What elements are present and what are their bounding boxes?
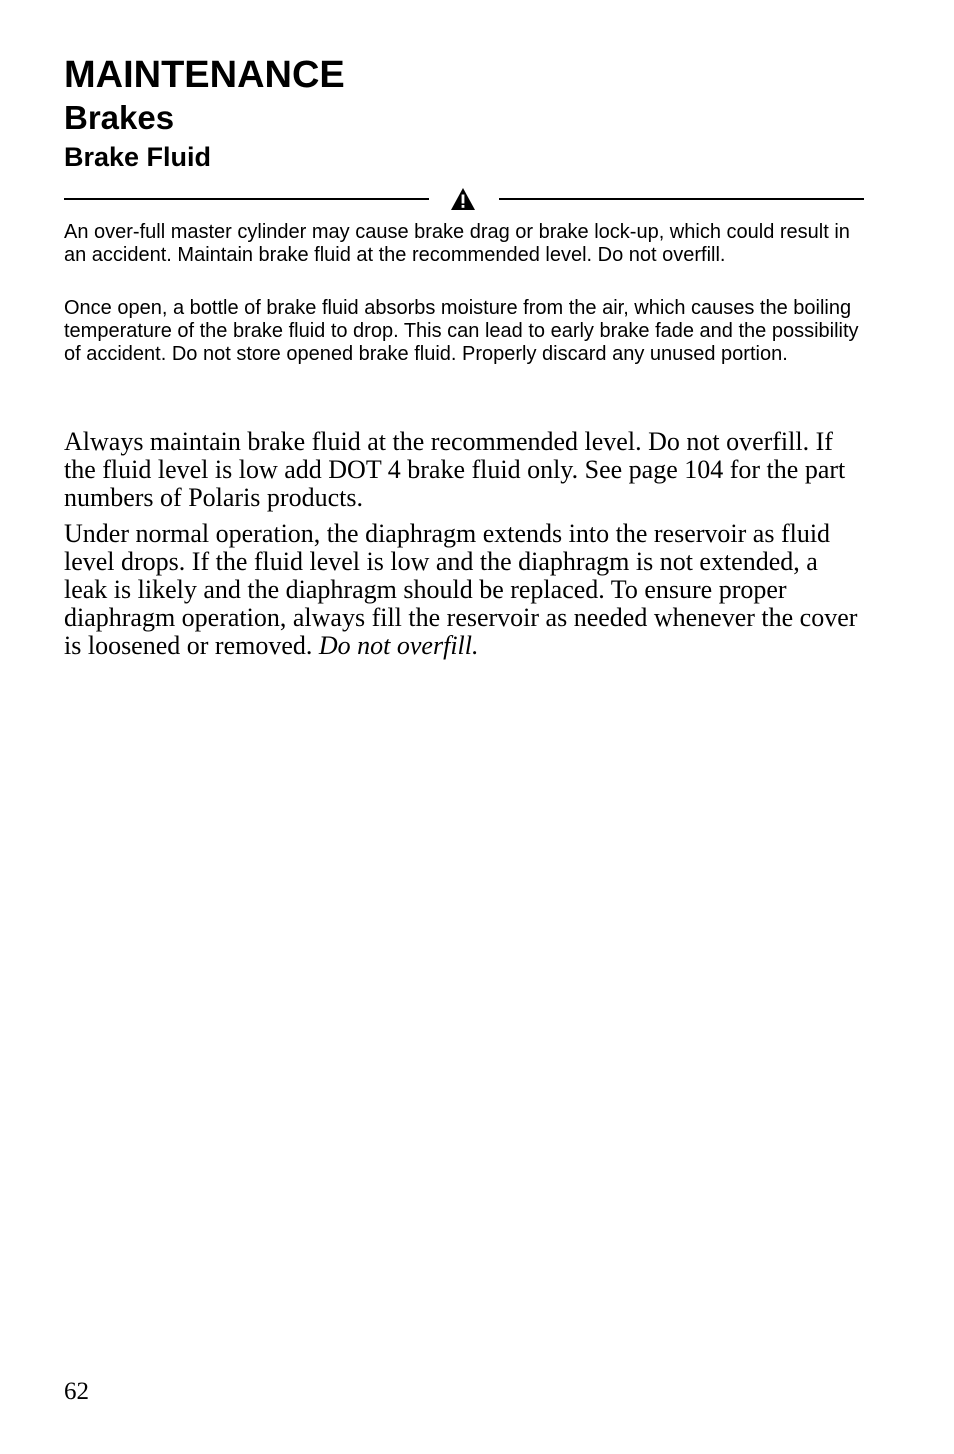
warning-divider [64, 184, 864, 214]
divider-line-right [499, 198, 864, 200]
body-paragraph-text: Under normal operation, the diaphragm extends into the reservoir as fluid level drops. If the fluid level is low and the diaphragm is not extended, a leak is likely and the diaphragm should be replaced. To ensure proper diaphragm operation, always fill the reservoir as needed whenever the cover is loosened or removed. [64, 519, 858, 660]
subsection-title: Brakes [64, 99, 175, 136]
divider-line-left [64, 198, 429, 200]
page-number: 62 [64, 1378, 89, 1405]
topic-title: Brake Fluid [64, 142, 212, 172]
section-title: MAINTENANCE [64, 54, 345, 96]
body-paragraph: Always maintain brake fluid at the recommended level. Do not overfill. If the fluid level is low add DOT 4 brake fluid only. See page 104 for the part numbers of Polaris products. [64, 427, 846, 512]
emphasis-text: Do not overfill. [318, 631, 479, 660]
warning-paragraph: Once open, a bottle of brake fluid absorbs moisture from the air, which causes the boiling temperature of the brake fluid to drop. This can lead to early brake fade and the possibility of accident. Do not store opened brake fluid. Properly discard any unused portion. [64, 297, 859, 365]
body-paragraph [64, 520, 864, 660]
warning-paragraph: An over-full master cylinder may cause brake drag or brake lock-up, which could result in an accident. Maintain brake fluid at the recommended level. Do not overfill. [64, 221, 850, 266]
warning-triangle-icon [450, 187, 476, 211]
